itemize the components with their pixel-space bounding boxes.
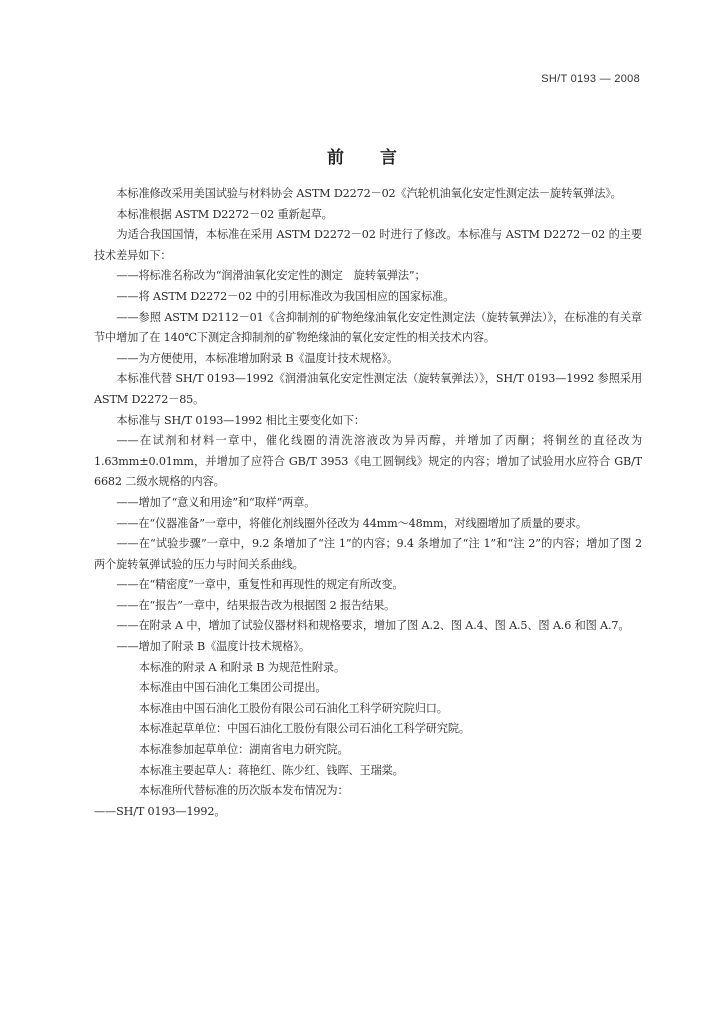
paragraph-modification: 为适合我国国情，本标准在采用 ASTM D2272－02 时进行了修改。本标准与 ASTM D2272－02 的主要技术差异如下： bbox=[94, 228, 642, 262]
change-item: ——增加了附录 B《温度计技术规格》。 bbox=[116, 640, 310, 654]
info-line: 本标准由中国石油化工集团公司提出。 bbox=[138, 681, 327, 695]
info-line: 本标准主要起草人：蒋艳红、陈少红、钱晖、王瑞棠。 bbox=[138, 763, 404, 777]
change-item: ——在试剂和材料一章中，催化线圈的清洗溶液改为异丙醇，并增加了丙酮；将铜丝的直径改为 1.63mm±0.01mm，并增加了应符合 GB/T 3953《电工圆铜线》规定的内容；增加了试验用水应符合 GB/T 6682 二级水规格的内容。 bbox=[94, 434, 642, 489]
info-line: 本标准由中国石油化工股份有限公司石油化工科学研究院归口。 bbox=[138, 701, 448, 715]
foreword-body bbox=[94, 184, 642, 822]
info-line: 本标准的附录 A 和附录 B 为规范性附录。 bbox=[138, 660, 346, 674]
paragraph-adoption: 本标准修改采用美国试验与材料协会 ASTM D2272－02《汽轮机油氧化安定性测定法－旋转氧弹法》。 bbox=[116, 187, 622, 200]
paragraph-redrafting: 本标准根据 ASTM D2272－02 重新起草。 bbox=[116, 207, 333, 221]
difference-item: ——为方便使用，本标准增加附录 B《温度计技术规格》。 bbox=[116, 351, 399, 365]
info-line: 本标准所代替标准的历次版本发布情况为： bbox=[138, 784, 349, 798]
page-title: 前言 bbox=[327, 148, 433, 168]
change-item: ——增加了“意义和用途”和“取样”两章。 bbox=[116, 495, 316, 509]
change-item: ——在“精密度”一章中，重复性和再现性的规定有所改变。 bbox=[116, 578, 404, 592]
info-line: 本标准参加起草单位：湖南省电力研究院。 bbox=[138, 743, 349, 757]
paragraph-replacement: 本标准代替 SH/T 0193—1992《润滑油氧化安定性测定法（旋转氧弹法）》，SH/T 0193—1992 参照采用 ASTM D2272－85。 bbox=[94, 372, 642, 406]
history-item: ——SH/T 0193—1992。 bbox=[94, 804, 226, 818]
difference-item: ——将标准名称改为“润滑油氧化安定性的测定 旋转氧弹法”； bbox=[116, 269, 426, 283]
change-item: ——在“仪器准备”一章中，将催化剂线圈外径改为 44mm～48mm，对线圈增加了质量的要求。 bbox=[116, 516, 587, 530]
change-item: ——在“报告”一章中，结果报告改为根据图 2 报告结果。 bbox=[116, 598, 396, 612]
difference-item: ——参照 ASTM D2112－01《含抑制剂的矿物绝缘油氧化安定性测定法（旋转氧弹法）》，在标准的有关章节中增加了在 140℃下测定含抑制剂的矿物绝缘油的氧化安定性的相关技术内容。 bbox=[94, 310, 642, 345]
difference-item: ——将 ASTM D2272－02 中的引用标准改为我国相应的国家标准。 bbox=[116, 289, 455, 303]
change-item: ——在附录 A 中，增加了试验仪器材料和规格要求，增加了图 A.2、图 A.4、图 A.5、图 A.6 和图 A.7。 bbox=[116, 619, 630, 633]
info-line: 本标准起草单位：中国石油化工股份有限公司石油化工科学研究院。 bbox=[138, 722, 470, 736]
standard-code-header: SH/T 0193 — 2008 bbox=[541, 73, 640, 85]
change-item: ——在“试验步骤”一章中，9.2 条增加了“注 1”的内容；9.4 条增加了“注 1”和“注 2”的内容；增加了图 2 两个旋转氧弹试验的压力与时间关系曲线。 bbox=[94, 537, 642, 571]
paragraph-changes-intro: 本标准与 SH/T 0193—1992 相比主要变化如下： bbox=[116, 413, 365, 427]
